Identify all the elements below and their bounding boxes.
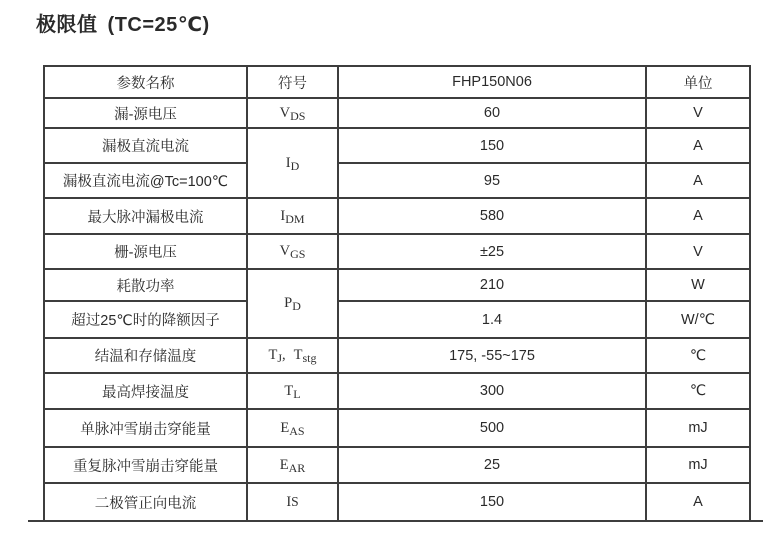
param-cell: 超过25℃时的降额因子 xyxy=(45,302,248,339)
param-cell: 漏极直流电流 xyxy=(45,129,248,164)
row-junction-storage-temp xyxy=(45,339,751,374)
col-header-param: 参数名称 xyxy=(45,67,248,99)
value-cell: 500 xyxy=(339,410,647,448)
symbol-subscript: D xyxy=(292,299,301,313)
row-soldering-temp xyxy=(45,374,751,410)
param-cell: 最大脉冲漏极电流 xyxy=(45,199,248,235)
value-cell: ±25 xyxy=(339,235,647,270)
col-header-value: FHP150N06 xyxy=(339,67,647,99)
symbol-subscript: GS xyxy=(290,247,306,261)
unit-cell: A xyxy=(647,164,751,199)
symbol-subscript: DM xyxy=(285,211,305,226)
param-cell: 二极管正向电流 xyxy=(45,484,248,522)
symbol-separator: , xyxy=(282,347,286,363)
value-cell: 150 xyxy=(339,129,647,164)
symbol-base: V xyxy=(279,104,291,121)
table-bottom-rule xyxy=(28,520,763,522)
symbol-cell xyxy=(248,448,339,484)
symbol-cell xyxy=(248,99,339,129)
symbol-base: E xyxy=(279,456,289,473)
col-header-unit: 单位 xyxy=(647,67,751,99)
symbol-subscript: D xyxy=(290,158,300,173)
symbol-subscript: AS xyxy=(289,423,305,438)
param-cell: 重复脉冲雪崩击穿能量 xyxy=(45,448,248,484)
symbol-cell xyxy=(248,270,339,339)
param-cell: 漏极直流电流@Tc=100℃ xyxy=(45,164,248,199)
unit-cell: W xyxy=(647,270,751,302)
symbol-subscript: stg xyxy=(302,351,317,365)
row-single-avalanche-energy xyxy=(45,410,751,448)
symbol-base: E xyxy=(280,419,290,436)
unit-cell: V xyxy=(647,235,751,270)
col-header-symbol: 符号 xyxy=(248,67,339,99)
row-gate-source-voltage xyxy=(45,235,751,270)
row-derating-factor xyxy=(45,302,751,339)
row-drain-current-dc xyxy=(45,129,751,164)
symbol-subscript: J xyxy=(277,351,283,365)
value-cell: 1.4 xyxy=(339,302,647,339)
row-drain-source-voltage xyxy=(45,99,751,129)
symbol-cell xyxy=(248,484,339,522)
param-cell: 耗散功率 xyxy=(45,270,248,302)
row-drain-current-dc-tc100 xyxy=(45,164,751,199)
param-cell: 单脉冲雪崩击穿能量 xyxy=(45,410,248,448)
section-title: 极限值 (TC=25℃) xyxy=(36,14,210,36)
row-power-dissipation xyxy=(45,270,751,302)
value-cell: 95 xyxy=(339,164,647,199)
unit-cell: W/℃ xyxy=(647,302,751,339)
unit-cell: A xyxy=(647,484,751,522)
symbol-cell xyxy=(248,199,339,235)
unit-cell: mJ xyxy=(647,410,751,448)
symbol-cell xyxy=(248,235,339,270)
symbol-subscript: L xyxy=(293,386,301,401)
unit-cell: mJ xyxy=(647,448,751,484)
value-cell: 150 xyxy=(339,484,647,522)
symbol-base: P xyxy=(284,295,293,311)
param-cell: 结温和存储温度 xyxy=(45,339,248,374)
symbol-base: I xyxy=(286,493,292,510)
header-row xyxy=(45,67,751,99)
symbol-subscript: S xyxy=(291,493,299,509)
symbol-cell xyxy=(248,374,339,410)
max-ratings-table xyxy=(43,65,751,522)
symbol-cell xyxy=(248,339,339,374)
row-diode-forward-current xyxy=(45,484,751,522)
symbol-base: T xyxy=(293,347,303,363)
symbol-base: T xyxy=(284,382,294,399)
row-pulsed-drain-current xyxy=(45,199,751,235)
symbol-subscript: DS xyxy=(290,108,306,123)
symbol-base: I xyxy=(285,154,291,171)
param-cell: 最高焊接温度 xyxy=(45,374,248,410)
value-cell: 25 xyxy=(339,448,647,484)
value-cell: 300 xyxy=(339,374,647,410)
symbol-base: T xyxy=(268,347,278,363)
symbol-cell xyxy=(248,410,339,448)
value-cell: 60 xyxy=(339,99,647,129)
unit-cell: A xyxy=(647,129,751,164)
unit-cell: ℃ xyxy=(647,339,751,374)
unit-cell: A xyxy=(647,199,751,235)
row-repetitive-avalanche-energy xyxy=(45,448,751,484)
unit-cell: V xyxy=(647,99,751,129)
unit-cell: ℃ xyxy=(647,374,751,410)
param-cell: 漏-源电压 xyxy=(45,99,248,129)
symbol-subscript: AR xyxy=(288,460,306,475)
value-cell: 175, -55~175 xyxy=(339,339,647,374)
symbol-cell xyxy=(248,129,339,199)
symbol-base: V xyxy=(279,243,291,259)
value-cell: 210 xyxy=(339,270,647,302)
value-cell: 580 xyxy=(339,199,647,235)
param-cell: 栅-源电压 xyxy=(45,235,248,270)
symbol-base: I xyxy=(280,207,286,224)
